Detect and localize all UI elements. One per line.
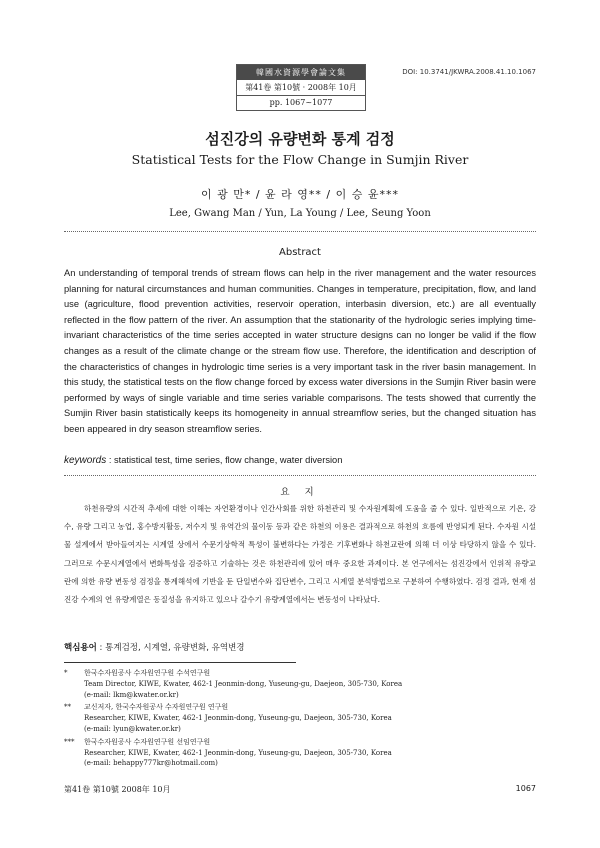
journal-pages: pp. 1067~1077 bbox=[269, 98, 333, 107]
footnotes bbox=[64, 668, 536, 771]
journal-volume-issue: 第41卷 第10號 · 2008年 10月 bbox=[237, 80, 365, 96]
title-english: Statistical Tests for the Flow Change in Sumjin River bbox=[131, 152, 469, 167]
footnote-mark: * bbox=[64, 669, 68, 677]
title-korean: 섬진강의 유량변화 통계 검정 bbox=[205, 130, 395, 148]
authors-korean: 이 광 만* / 윤 라 영** / 이 승 윤*** bbox=[200, 188, 399, 201]
journal-info-box bbox=[236, 64, 366, 111]
keywords-separator: : bbox=[106, 455, 114, 465]
footnote-author-2 bbox=[64, 702, 536, 734]
footnote-affiliation-en: Researcher, KIWE, Kwater, 462-1 Jeonmin-dong, Yuseung-gu, Daejeon, 305-730, Korea bbox=[84, 714, 392, 723]
footnote-affiliation-ko: 한국수자원공사 수자원연구원 수석연구원 bbox=[84, 669, 211, 677]
footnote-author-1 bbox=[64, 668, 536, 700]
footnote-mark: ** bbox=[64, 703, 71, 712]
footnote-email: (e-mail: behappy777kr@hotmail.com) bbox=[84, 759, 218, 768]
summary-body-korean bbox=[64, 500, 536, 609]
footnote-affiliation-ko: 교신저자, 한국수자원공사 수자원연구원 연구원 bbox=[84, 703, 229, 712]
authors-english: Lee, Gwang Man / Yun, La Young / Lee, Seung Yoon bbox=[169, 208, 431, 219]
footnote-author-3 bbox=[64, 737, 536, 769]
footnote-affiliation-ko: 한국수자원공사 수자원연구원 선임연구원 bbox=[84, 737, 211, 746]
dotted-divider bbox=[64, 231, 536, 232]
doi-label: DOI: 10.3741/JKWRA.2008.41.10.1067 bbox=[402, 68, 536, 76]
keywords-text: statistical test, time series, flow change, water diversion bbox=[114, 455, 343, 465]
footnote-mark: *** bbox=[64, 737, 75, 746]
footnote-email: (e-mail: lkm@kwater.or.kr) bbox=[84, 690, 179, 699]
journal-name: 韓國水資源學會論文集 bbox=[237, 65, 365, 80]
abstract-heading: Abstract bbox=[279, 247, 321, 258]
footnote-email: (e-mail: lyun@kwater.or.kr) bbox=[84, 724, 181, 733]
footnote-affiliation-en: Team Director, KIWE, Kwater, 462-1 Jeonmin-dong, Yuseung-gu, Daejeon, 305-730, Korea bbox=[84, 679, 403, 688]
keywords-korean-text: 통계검정, 시계열, 유량변화, 유역변경 bbox=[105, 643, 245, 653]
footer-page-number: 1067 bbox=[515, 784, 536, 793]
footnote-rule bbox=[64, 662, 296, 663]
footnote-affiliation-en: Researcher, KIWE, Kwater, 462-1 Jeonmin-dong, Yuseung-gu, Daejeon, 305-730, Korea bbox=[84, 748, 392, 757]
keywords-label: keywords bbox=[64, 455, 107, 466]
abstract-body: An understanding of temporal trends of stream flows can help in the river management and the water resources planning for natural circumstances and human communities. Changes in temperature, precipitation, flow, and land use (agriculture, flood prevention activities, reservoir operation, interbasin diversion, etc.) are all eventually reflected in the flow pattern of the river. An assumption that the stationarity of the hydrologic series implying time-invariant characteristics of the time series accepted in water structure designs can no longer be valid if the flow changes as a result of the climate change or the stream flow use. Therefore, the identification and description of the characteristics of changes in hydrologic time series is a very important task in the river basin management. In this study, the statistical tests on the flow change forced by excess water diversions in the Sumjin River basin were performed by ways of single variable and time series variable comparisons. The tests showed that currently the Sumjin River basin statistically keeps its homogeneity in annual streamflow series, but the changed situation has been appeared in dry season streamflow series. bbox=[64, 268, 536, 434]
keywords-korean-label: 핵심용어 bbox=[64, 643, 97, 653]
summary-paragraph: 하천유량의 시간적 추세에 대한 이해는 자연환경이나 인간사회를 위한 하천관리 및 수자원계획에 도움을 줄 수 있다. 일반적으로 기온, 강수, 유량 그리고 농업, 홍수방지활동, 저수지 및 유역간의 물이동 등과 같은 하천의 이용은 결과적으로 하천의 흐름에 반영되게 된다. 수자원 시설물 설계에서 받아들여지는 시계열 상에서 수문기상학적 특성이 불변하다는 가정은 기후변화나 하천교란에 의해 더 이상 타당하지 않을 수 있다. 그러므로 수문시계열에서 변화특성을 검증하고 기술하는 것은 하천관리에 있어 매우 중요한 과제이다. 본 연구에서는 섬진강에서 인위적 유량교란에 의한 유량 변동성 검정을 통계해석에 기반을 둔 단일변수와 집단변수, 그리고 시계열 분석방법으로 구분하여 수행하였다. 검정 결과, 현재 섬진강 수계의 연 유량계열은 동질성을 유지하고 있으나 갈수기 유량계열에서는 변동성이 나타났다. bbox=[64, 504, 536, 605]
keywords-korean-separator: : bbox=[96, 643, 106, 653]
footer-journal-issue: 第41卷 第10號 2008年 10月 bbox=[64, 785, 171, 794]
dotted-divider bbox=[64, 475, 536, 476]
keywords-korean-line bbox=[64, 641, 245, 653]
summary-heading-korean: 요 지 bbox=[280, 487, 320, 498]
keywords-line bbox=[64, 455, 536, 466]
